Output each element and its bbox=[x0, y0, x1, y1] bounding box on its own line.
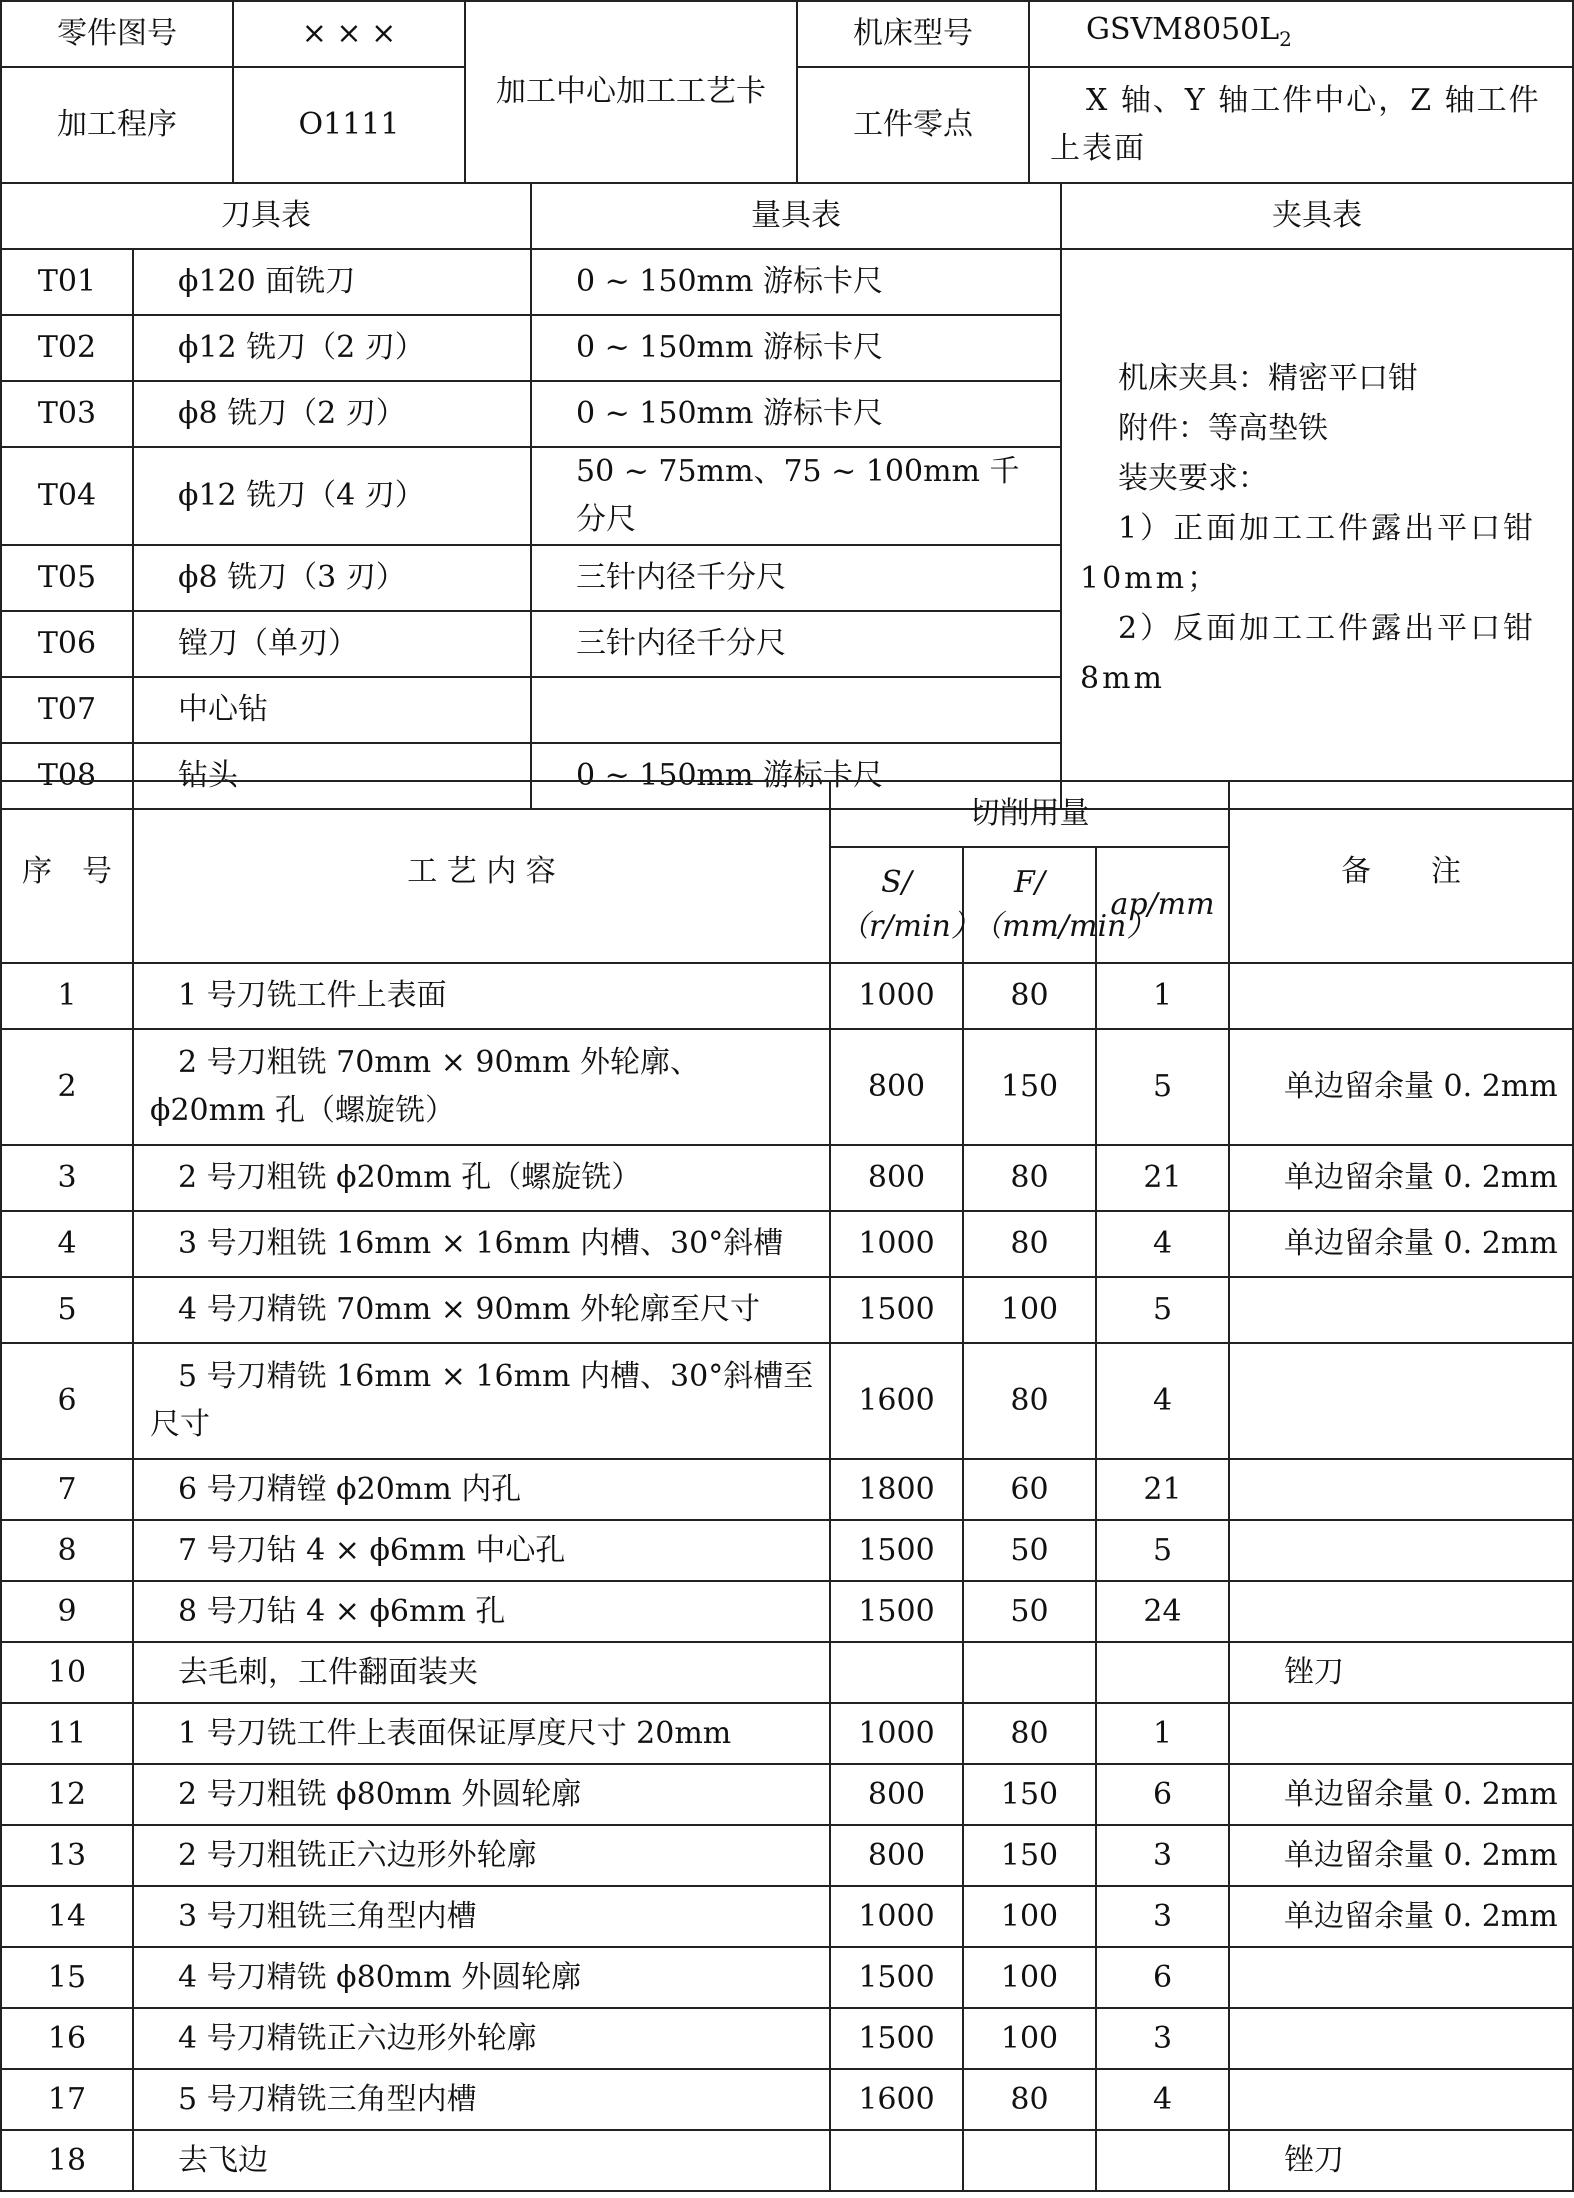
process-depth: 21 bbox=[1096, 1459, 1229, 1520]
process-depth bbox=[1096, 1642, 1229, 1703]
process-depth: 5 bbox=[1096, 1277, 1229, 1343]
process-depth: 4 bbox=[1096, 2069, 1229, 2130]
tool-id: T06 bbox=[1, 611, 133, 677]
process-row bbox=[1, 1520, 1573, 1581]
process-feed: 150 bbox=[963, 1764, 1096, 1825]
tool-id: T02 bbox=[1, 315, 133, 381]
process-row bbox=[1, 2130, 1573, 2191]
s-header: S/（r/min） bbox=[830, 847, 963, 963]
process-seq: 5 bbox=[1, 1277, 133, 1343]
process-content: 1 号刀铣工件上表面保证厚度尺寸 20mm bbox=[133, 1703, 830, 1764]
process-seq: 18 bbox=[1, 2130, 133, 2191]
process-speed: 1000 bbox=[830, 1703, 963, 1764]
process-depth: 5 bbox=[1096, 1520, 1229, 1581]
process-remark: 锉刀 bbox=[1229, 1642, 1573, 1703]
process-row bbox=[1, 1703, 1573, 1764]
tool-header: 刀具表 bbox=[1, 183, 531, 249]
process-speed bbox=[830, 2130, 963, 2191]
fixture-line2: 附件：等高垫铁 bbox=[1118, 411, 1328, 446]
process-content: 3 号刀粗铣 16mm × 16mm 内槽、30°斜槽 bbox=[133, 1211, 830, 1277]
process-remark bbox=[1229, 1703, 1573, 1764]
remark-header: 备 注 bbox=[1229, 781, 1573, 963]
tool-table bbox=[0, 182, 1574, 810]
process-content: 7 号刀钻 4 × ϕ6mm 中心孔 bbox=[133, 1520, 830, 1581]
process-row bbox=[1, 2069, 1573, 2130]
process-content: 2 号刀粗铣 ϕ80mm 外圆轮廓 bbox=[133, 1764, 830, 1825]
tool-name: ϕ120 面铣刀 bbox=[133, 249, 531, 315]
process-content: 5 号刀精铣 16mm × 16mm 内槽、30°斜槽至尺寸 bbox=[133, 1343, 830, 1459]
process-depth: 5 bbox=[1096, 1029, 1229, 1145]
tool-name: ϕ12 铣刀（2 刃） bbox=[133, 315, 531, 381]
process-remark bbox=[1229, 1459, 1573, 1520]
process-depth: 3 bbox=[1096, 1825, 1229, 1886]
process-feed: 80 bbox=[963, 963, 1096, 1029]
tool-id: T01 bbox=[1, 249, 133, 315]
machine-label: 机床型号 bbox=[797, 1, 1029, 67]
tool-id: T07 bbox=[1, 677, 133, 743]
part-no-value: × × × bbox=[233, 1, 465, 67]
process-row bbox=[1, 1947, 1573, 2008]
process-remark bbox=[1229, 1947, 1573, 2008]
process-seq: 6 bbox=[1, 1343, 133, 1459]
process-row bbox=[1, 1642, 1573, 1703]
process-row bbox=[1, 963, 1573, 1029]
process-seq: 1 bbox=[1, 963, 133, 1029]
process-speed: 1000 bbox=[830, 963, 963, 1029]
process-remark bbox=[1229, 2008, 1573, 2069]
process-seq: 15 bbox=[1, 1947, 133, 2008]
process-feed: 150 bbox=[963, 1029, 1096, 1145]
process-seq: 16 bbox=[1, 2008, 133, 2069]
process-row bbox=[1, 1145, 1573, 1211]
process-seq: 3 bbox=[1, 1145, 133, 1211]
process-feed: 100 bbox=[963, 1947, 1096, 2008]
tool-name: 中心钻 bbox=[133, 677, 531, 743]
process-content: 4 号刀精铣正六边形外轮廓 bbox=[133, 2008, 830, 2069]
process-rows bbox=[1, 963, 1573, 2191]
part-no-label: 零件图号 bbox=[1, 1, 233, 67]
process-seq: 13 bbox=[1, 1825, 133, 1886]
tool-gauge: 0 ~ 150mm 游标卡尺 bbox=[531, 249, 1061, 315]
process-feed: 150 bbox=[963, 1825, 1096, 1886]
process-feed: 50 bbox=[963, 1520, 1096, 1581]
ap-header: ap/mm bbox=[1096, 847, 1229, 963]
process-speed: 1600 bbox=[830, 1343, 963, 1459]
zero-label: 工件零点 bbox=[797, 67, 1029, 183]
process-content: 4 号刀精铣 70mm × 90mm 外轮廓至尺寸 bbox=[133, 1277, 830, 1343]
process-depth: 4 bbox=[1096, 1211, 1229, 1277]
machine-value-cell bbox=[1029, 1, 1573, 67]
process-remark: 单边留余量 0. 2mm bbox=[1229, 1886, 1573, 1947]
process-depth: 3 bbox=[1096, 1886, 1229, 1947]
process-remark bbox=[1229, 963, 1573, 1029]
process-speed: 800 bbox=[830, 1825, 963, 1886]
zero-value: X 轴、Y 轴工件中心，Z 轴工件上表面 bbox=[1029, 67, 1573, 183]
program-label: 加工程序 bbox=[1, 67, 233, 183]
process-row bbox=[1, 1886, 1573, 1947]
process-feed: 50 bbox=[963, 1581, 1096, 1642]
tool-gauge: 三针内径千分尺 bbox=[531, 611, 1061, 677]
tool-gauge: 0 ~ 150mm 游标卡尺 bbox=[531, 743, 1061, 809]
process-speed: 1800 bbox=[830, 1459, 963, 1520]
process-row bbox=[1, 1459, 1573, 1520]
process-feed bbox=[963, 1642, 1096, 1703]
process-speed: 1500 bbox=[830, 1581, 963, 1642]
process-speed bbox=[830, 1642, 963, 1703]
tool-row bbox=[1, 249, 1573, 315]
process-feed: 100 bbox=[963, 1277, 1096, 1343]
fixture-line5: 2）反面加工工件露出平口钳 8mm bbox=[1080, 611, 1537, 696]
process-remark bbox=[1229, 1520, 1573, 1581]
process-speed: 800 bbox=[830, 1764, 963, 1825]
process-seq: 9 bbox=[1, 1581, 133, 1642]
process-content: 3 号刀粗铣三角型内槽 bbox=[133, 1886, 830, 1947]
process-seq: 14 bbox=[1, 1886, 133, 1947]
process-remark: 单边留余量 0. 2mm bbox=[1229, 1825, 1573, 1886]
process-seq: 2 bbox=[1, 1029, 133, 1145]
process-feed: 80 bbox=[963, 1343, 1096, 1459]
tool-name: ϕ8 铣刀（2 刃） bbox=[133, 381, 531, 447]
fixture-line3: 装夹要求： bbox=[1118, 461, 1268, 496]
process-depth: 1 bbox=[1096, 963, 1229, 1029]
process-row bbox=[1, 2008, 1573, 2069]
process-depth: 6 bbox=[1096, 1947, 1229, 2008]
process-feed bbox=[963, 2130, 1096, 2191]
process-depth: 3 bbox=[1096, 2008, 1229, 2069]
machine-value-sub: 2 bbox=[1279, 26, 1292, 51]
process-seq: 10 bbox=[1, 1642, 133, 1703]
process-seq: 4 bbox=[1, 1211, 133, 1277]
process-row bbox=[1, 1277, 1573, 1343]
process-row bbox=[1, 1029, 1573, 1145]
process-feed: 80 bbox=[963, 1703, 1096, 1764]
process-remark: 单边留余量 0. 2mm bbox=[1229, 1211, 1573, 1277]
process-speed: 1000 bbox=[830, 1886, 963, 1947]
tool-name: 镗刀（单刃） bbox=[133, 611, 531, 677]
fixture-line4: 1）正面加工工件露出平口钳 10mm； bbox=[1080, 511, 1537, 596]
process-content: 5 号刀精铣三角型内槽 bbox=[133, 2069, 830, 2130]
header-table bbox=[0, 0, 1574, 184]
process-depth: 6 bbox=[1096, 1764, 1229, 1825]
process-seq: 8 bbox=[1, 1520, 133, 1581]
process-speed: 800 bbox=[830, 1029, 963, 1145]
process-content: 2 号刀粗铣 ϕ20mm 孔（螺旋铣） bbox=[133, 1145, 830, 1211]
process-seq: 12 bbox=[1, 1764, 133, 1825]
tool-id: T04 bbox=[1, 447, 133, 545]
process-content: 1 号刀铣工件上表面 bbox=[133, 963, 830, 1029]
tool-gauge: 三针内径千分尺 bbox=[531, 545, 1061, 611]
process-content: 8 号刀钻 4 × ϕ6mm 孔 bbox=[133, 1581, 830, 1642]
tool-gauge: 0 ~ 150mm 游标卡尺 bbox=[531, 315, 1061, 381]
process-speed: 1500 bbox=[830, 1947, 963, 2008]
process-feed: 60 bbox=[963, 1459, 1096, 1520]
card-title: 加工中心加工工艺卡 bbox=[465, 1, 797, 183]
process-remark: 锉刀 bbox=[1229, 2130, 1573, 2191]
process-remark bbox=[1229, 1343, 1573, 1459]
process-remark: 单边留余量 0. 2mm bbox=[1229, 1029, 1573, 1145]
process-feed: 80 bbox=[963, 2069, 1096, 2130]
process-feed: 100 bbox=[963, 1886, 1096, 1947]
process-speed: 1500 bbox=[830, 1520, 963, 1581]
process-feed: 80 bbox=[963, 1211, 1096, 1277]
process-feed: 80 bbox=[963, 1145, 1096, 1211]
process-content: 6 号刀精镗 ϕ20mm 内孔 bbox=[133, 1459, 830, 1520]
tool-id: T05 bbox=[1, 545, 133, 611]
process-depth: 4 bbox=[1096, 1343, 1229, 1459]
process-seq: 11 bbox=[1, 1703, 133, 1764]
process-depth: 1 bbox=[1096, 1703, 1229, 1764]
seq-header: 序 号 bbox=[1, 781, 133, 963]
process-table bbox=[0, 780, 1574, 2192]
process-speed: 1500 bbox=[830, 1277, 963, 1343]
cutting-header: 切削用量 bbox=[830, 781, 1229, 847]
process-content: 2 号刀粗铣正六边形外轮廓 bbox=[133, 1825, 830, 1886]
f-header: F/（mm/min） bbox=[963, 847, 1096, 963]
process-content: 去飞边 bbox=[133, 2130, 830, 2191]
process-remark bbox=[1229, 1581, 1573, 1642]
fixture-header: 夹具表 bbox=[1061, 183, 1573, 249]
process-content: 去毛刺，工件翻面装夹 bbox=[133, 1642, 830, 1703]
fixture-cell bbox=[1061, 249, 1573, 809]
process-row bbox=[1, 1211, 1573, 1277]
process-row bbox=[1, 1764, 1573, 1825]
process-remark: 单边留余量 0. 2mm bbox=[1229, 1145, 1573, 1211]
process-depth bbox=[1096, 2130, 1229, 2191]
tool-name: ϕ12 铣刀（4 刃） bbox=[133, 447, 531, 545]
process-speed: 800 bbox=[830, 1145, 963, 1211]
process-remark: 单边留余量 0. 2mm bbox=[1229, 1764, 1573, 1825]
process-remark bbox=[1229, 1277, 1573, 1343]
process-seq: 17 bbox=[1, 2069, 133, 2130]
tool-id: T08 bbox=[1, 743, 133, 809]
gauge-header: 量具表 bbox=[531, 183, 1061, 249]
content-header: 工 艺 内 容 bbox=[133, 781, 830, 963]
tool-gauge: 50 ~ 75mm、75 ~ 100mm 千分尺 bbox=[531, 447, 1061, 545]
process-row bbox=[1, 1343, 1573, 1459]
program-value: O1111 bbox=[233, 67, 465, 183]
tool-rows bbox=[1, 249, 1573, 809]
tool-gauge: 0 ~ 150mm 游标卡尺 bbox=[531, 381, 1061, 447]
process-depth: 21 bbox=[1096, 1145, 1229, 1211]
tool-name: ϕ8 铣刀（3 刃） bbox=[133, 545, 531, 611]
process-feed: 100 bbox=[963, 2008, 1096, 2069]
process-content: 4 号刀精铣 ϕ80mm 外圆轮廓 bbox=[133, 1947, 830, 2008]
process-speed: 1600 bbox=[830, 2069, 963, 2130]
fixture-line1: 机床夹具：精密平口钳 bbox=[1118, 361, 1418, 396]
process-content: 2 号刀粗铣 70mm × 90mm 外轮廓、ϕ20mm 孔（螺旋铣） bbox=[133, 1029, 830, 1145]
process-row bbox=[1, 1825, 1573, 1886]
tool-gauge bbox=[531, 677, 1061, 743]
process-row bbox=[1, 1581, 1573, 1642]
tool-id: T03 bbox=[1, 381, 133, 447]
process-speed: 1500 bbox=[830, 2008, 963, 2069]
process-speed: 1000 bbox=[830, 1211, 963, 1277]
machine-value: GSVM8050L bbox=[1086, 11, 1280, 47]
process-seq: 7 bbox=[1, 1459, 133, 1520]
process-depth: 24 bbox=[1096, 1581, 1229, 1642]
tool-name: 钻头 bbox=[133, 743, 531, 809]
process-remark bbox=[1229, 2069, 1573, 2130]
